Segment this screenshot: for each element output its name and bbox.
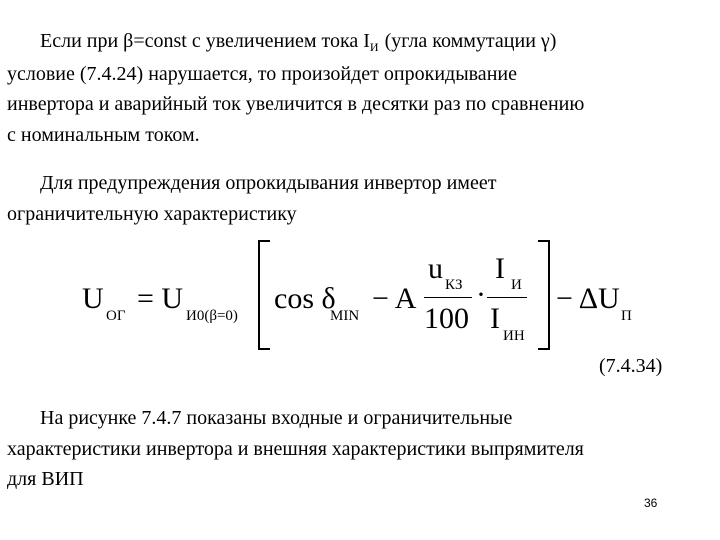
formula-sub-p: П (621, 308, 632, 324)
paragraph-figure-reference (7, 403, 713, 495)
formula-hundred: 100 (424, 302, 469, 335)
paragraph3-line1: На рисунке 7.4.7 показаны входные и ограничительные (40, 407, 513, 429)
paragraph3-line2: характеристики инвертора и внешняя характеристики выпрямителя (7, 437, 584, 460)
page-number: 36 (644, 496, 658, 510)
paragraph-limiting-characteristic (7, 168, 713, 229)
equation-number: (7.4.34) (599, 355, 663, 377)
formula-i-bottom: I (490, 302, 500, 335)
formula-sub-i: И (511, 277, 522, 293)
paragraph2-line1: Для предупреждения опрокидывания инвертор имеет (40, 172, 497, 194)
paragraph-inverter-overturn (7, 26, 713, 150)
paragraph3-line3: для ВИП (7, 468, 84, 490)
formula-i-top: I (495, 252, 505, 285)
text-segment: (угла коммутации γ) (384, 30, 557, 52)
formula-dot: · (476, 278, 486, 311)
paragraph1-line2: условие (7.4.24) нарушается, то произойдет опрокидывание (7, 62, 517, 85)
formula-sub-kz: КЗ (445, 277, 463, 293)
paragraph1-line1 (7, 26, 713, 59)
formula-fraction-line-1 (424, 297, 472, 298)
formula-u-kz: u (428, 252, 443, 285)
formula-right-bracket (538, 240, 550, 350)
formula-cos-delta: cos δ (274, 282, 336, 315)
formula-u-og: U (82, 282, 104, 315)
formula-sub-min: MIN (330, 308, 360, 324)
formula-left-bracket (258, 240, 270, 350)
formula-eq-u: = U (137, 282, 184, 315)
subscript-i: И (369, 40, 379, 54)
formula-minus-a: − A (372, 282, 417, 315)
formula-fraction-line-2 (487, 297, 527, 298)
paragraph2-line2: ограничительную характеристику (7, 202, 297, 225)
formula-sub-in: ИН (503, 328, 525, 344)
formula-sub-og: ОГ (106, 308, 126, 324)
formula-minus-delta-u: − ΔU (556, 282, 620, 315)
formula-sub-i0: И0(β=0) (186, 308, 238, 324)
formula-limiting-characteristic (0, 240, 720, 370)
paragraph1-line4: с номинальным током. (7, 123, 200, 146)
paragraph1-line3: инвертора и аварийный ток увеличится в десятки раз по сравнению (7, 93, 585, 115)
text-segment: Если при β=const с увеличением тока I (40, 30, 370, 52)
